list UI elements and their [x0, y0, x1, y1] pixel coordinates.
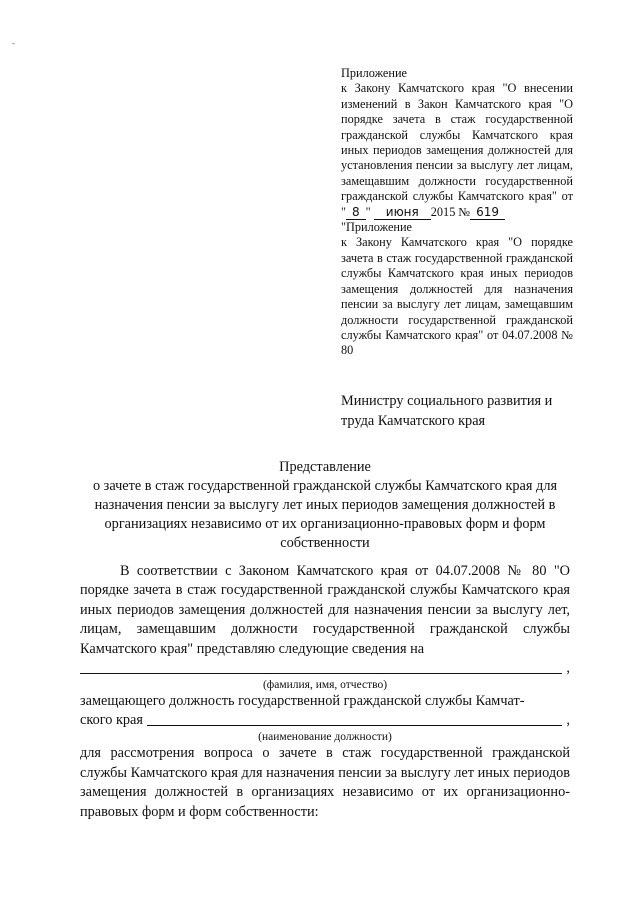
paragraph-purpose: для рассмотрения вопроса о зачете в стаж государственной гражданской службы Камчатского края для назначения пенсии за выслугу лет иных периодов замещения должностей в организациях независимо от их организационно-правовых форм и форм собственности: [80, 745, 570, 820]
document-subtitle: о зачете в стаж государственной гражданской службы Камчатского края для назначения пенсии за выслугу лет иных периодов замещения должностей в организациях независимо от их организационно-правовых форм и форм собственности [92, 478, 558, 551]
position-fill-line: ского края , [80, 711, 570, 730]
document-body [80, 562, 570, 822]
appendix-text: к Закону Камчатского края "О внесении изменений в Закон Камчатского края "О порядке зачета в стаж государственной гражданской службы Камчатского края иных периодов замещения должностей для установления пенсии за выслугу лет лицам, замещавшим должности государственной гражданской службы Камчатского края" от " 8 " июня 2015 № 619 [341, 81, 573, 219]
paragraph-intro: В соответствии с Законом Камчатского края от 04.07.2008 № 80 "О порядке зачета в стаж государственной гражданской службы Камчатского края иных периодов замещения должностей для назначения пенсии за выслугу лет, лицам, замещавшим должности государственной гражданской службы Камчатского края" представляю следующие сведения на [80, 563, 570, 657]
appendix-block [341, 66, 573, 359]
addressee: Министру социального развития и труда Камчатского края [341, 393, 553, 429]
name-blank [80, 673, 562, 674]
position-line-start: замещающего должность государственной гражданской службы Камчат- [80, 693, 525, 710]
position-blank [147, 725, 562, 726]
document-title: Представление [279, 459, 371, 475]
name-caption: (фамилия, имя, отчество) [262, 679, 388, 692]
handwritten-number: 619 [470, 206, 505, 220]
number-sign: № [458, 204, 471, 219]
handwritten-month: июня [374, 206, 431, 220]
position-label: ского края [80, 712, 143, 729]
stray-mark: - [12, 38, 15, 48]
title-block [80, 458, 570, 553]
date-year: 2015 [430, 204, 456, 219]
nested-appendix-heading: "Приложение [341, 220, 413, 235]
appendix-heading: Приложение [341, 66, 407, 80]
nested-appendix-text: к Закону Камчатского края "О порядке зачета в стаж государственной гражданской службы Камчатского края иных периодов замещения должностей для назначения пенсии за выслугу лет лицам, замещавшим должности государственной гражданской службы Камчатского края" от 04.07.2008 № 80 [341, 235, 573, 358]
position-caption: (наименование должности) [258, 731, 392, 744]
handwritten-day: 8 [346, 206, 366, 220]
name-fill-line: , [80, 659, 570, 678]
